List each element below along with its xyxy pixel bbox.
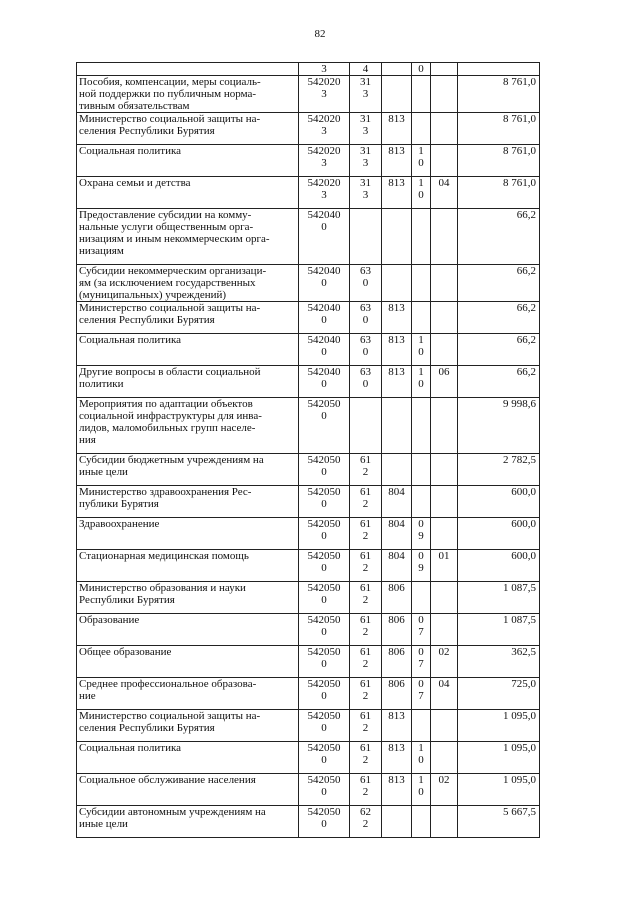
row-name-cell: Стационарная медицинская помощь bbox=[77, 550, 299, 582]
row-expense-type-cell bbox=[350, 209, 382, 265]
row-expense-type-cell: 63 0 bbox=[350, 366, 382, 398]
row-expense-type-cell: 61 2 bbox=[350, 614, 382, 646]
table-row bbox=[77, 302, 540, 334]
row-expense-type-cell bbox=[350, 398, 382, 454]
row-name-cell: Пособия, компенсации, меры социаль- ной поддержки по публичным норма- тивным обязательствам bbox=[77, 76, 299, 113]
table-row bbox=[77, 145, 540, 177]
row-target-code-cell: 542040 0 bbox=[299, 366, 350, 398]
table-row bbox=[77, 742, 540, 774]
row-ministry-code-cell: 806 bbox=[382, 646, 412, 678]
row-subsection-cell: 04 bbox=[431, 177, 458, 209]
row-target-code-cell: 542040 0 bbox=[299, 334, 350, 366]
row-subsection-cell bbox=[431, 113, 458, 145]
row-target-code-cell: 542020 3 bbox=[299, 145, 350, 177]
row-target-code-cell: 542020 3 bbox=[299, 113, 350, 145]
row-name-cell: Министерство социальной защиты на- селения Республики Бурятия bbox=[77, 302, 299, 334]
row-subsection-cell: 06 bbox=[431, 366, 458, 398]
row-section-cell: 1 0 bbox=[412, 742, 431, 774]
row-section-cell: 0 9 bbox=[412, 550, 431, 582]
row-name-cell: Образование bbox=[77, 614, 299, 646]
row-subsection-cell bbox=[431, 265, 458, 302]
row-section-cell: 0 7 bbox=[412, 646, 431, 678]
row-ministry-code-cell: 813 bbox=[382, 742, 412, 774]
header-code-cell: 3 bbox=[299, 63, 350, 76]
row-ministry-code-cell: 806 bbox=[382, 614, 412, 646]
row-ministry-code-cell: 813 bbox=[382, 302, 412, 334]
row-amount-cell: 66,2 bbox=[458, 334, 540, 366]
table-row bbox=[77, 113, 540, 145]
table-row bbox=[77, 710, 540, 742]
row-ministry-code-cell bbox=[382, 806, 412, 838]
table-row bbox=[77, 646, 540, 678]
row-ministry-code-cell bbox=[382, 76, 412, 113]
table-row bbox=[77, 76, 540, 113]
row-subsection-cell: 02 bbox=[431, 774, 458, 806]
row-section-cell bbox=[412, 398, 431, 454]
row-section-cell: 0 7 bbox=[412, 678, 431, 710]
row-expense-type-cell: 63 0 bbox=[350, 302, 382, 334]
row-section-cell: 0 7 bbox=[412, 614, 431, 646]
table-row bbox=[77, 582, 540, 614]
row-expense-type-cell: 61 2 bbox=[350, 774, 382, 806]
row-target-code-cell: 542020 3 bbox=[299, 76, 350, 113]
row-expense-type-cell: 31 3 bbox=[350, 177, 382, 209]
row-ministry-code-cell: 804 bbox=[382, 518, 412, 550]
row-expense-type-cell: 61 2 bbox=[350, 710, 382, 742]
row-ministry-code-cell: 804 bbox=[382, 486, 412, 518]
row-name-cell: Охрана семьи и детства bbox=[77, 177, 299, 209]
header-pr-cell: 0 bbox=[412, 63, 431, 76]
row-ministry-code-cell: 806 bbox=[382, 582, 412, 614]
row-expense-type-cell: 61 2 bbox=[350, 454, 382, 486]
table-row bbox=[77, 209, 540, 265]
row-section-cell: 1 0 bbox=[412, 774, 431, 806]
row-ministry-code-cell: 813 bbox=[382, 710, 412, 742]
table-row bbox=[77, 774, 540, 806]
table-row bbox=[77, 334, 540, 366]
row-amount-cell: 2 782,5 bbox=[458, 454, 540, 486]
row-expense-type-cell: 61 2 bbox=[350, 486, 382, 518]
row-target-code-cell: 542050 0 bbox=[299, 454, 350, 486]
row-ministry-code-cell: 813 bbox=[382, 113, 412, 145]
row-amount-cell: 66,2 bbox=[458, 366, 540, 398]
row-section-cell bbox=[412, 76, 431, 113]
header-csr-cell bbox=[431, 63, 458, 76]
row-section-cell: 1 0 bbox=[412, 334, 431, 366]
row-amount-cell: 1 095,0 bbox=[458, 742, 540, 774]
row-subsection-cell bbox=[431, 806, 458, 838]
row-amount-cell: 362,5 bbox=[458, 646, 540, 678]
row-subsection-cell bbox=[431, 518, 458, 550]
row-amount-cell: 8 761,0 bbox=[458, 177, 540, 209]
row-name-cell: Предоставление субсидии на комму- нальные услуги общественным орга- низациям и иным некоммерческим орга- низациям bbox=[77, 209, 299, 265]
row-section-cell: 1 0 bbox=[412, 366, 431, 398]
row-expense-type-cell: 61 2 bbox=[350, 582, 382, 614]
row-section-cell bbox=[412, 302, 431, 334]
page-number: 82 bbox=[314, 28, 326, 40]
row-amount-cell: 725,0 bbox=[458, 678, 540, 710]
row-amount-cell: 600,0 bbox=[458, 486, 540, 518]
row-section-cell: 0 9 bbox=[412, 518, 431, 550]
row-target-code-cell: 542050 0 bbox=[299, 550, 350, 582]
header-grbs-cell bbox=[382, 63, 412, 76]
row-subsection-cell: 04 bbox=[431, 678, 458, 710]
row-expense-type-cell: 31 3 bbox=[350, 76, 382, 113]
row-amount-cell: 66,2 bbox=[458, 209, 540, 265]
row-name-cell: Социальная политика bbox=[77, 145, 299, 177]
row-target-code-cell: 542050 0 bbox=[299, 646, 350, 678]
row-name-cell: Другие вопросы в области социальной политики bbox=[77, 366, 299, 398]
row-target-code-cell: 542040 0 bbox=[299, 209, 350, 265]
row-amount-cell: 5 667,5 bbox=[458, 806, 540, 838]
row-expense-type-cell: 61 2 bbox=[350, 550, 382, 582]
row-subsection-cell bbox=[431, 582, 458, 614]
row-expense-type-cell: 31 3 bbox=[350, 145, 382, 177]
row-section-cell bbox=[412, 486, 431, 518]
row-amount-cell: 600,0 bbox=[458, 518, 540, 550]
row-name-cell: Социальная политика bbox=[77, 742, 299, 774]
row-amount-cell: 1 087,5 bbox=[458, 582, 540, 614]
row-amount-cell: 1 087,5 bbox=[458, 614, 540, 646]
row-section-cell bbox=[412, 710, 431, 742]
row-subsection-cell bbox=[431, 398, 458, 454]
row-expense-type-cell: 61 2 bbox=[350, 678, 382, 710]
row-ministry-code-cell: 813 bbox=[382, 334, 412, 366]
row-target-code-cell: 542050 0 bbox=[299, 742, 350, 774]
row-section-cell bbox=[412, 113, 431, 145]
table-row bbox=[77, 177, 540, 209]
row-name-cell: Общее образование bbox=[77, 646, 299, 678]
row-amount-cell: 1 095,0 bbox=[458, 774, 540, 806]
row-target-code-cell: 542050 0 bbox=[299, 806, 350, 838]
table-row bbox=[77, 398, 540, 454]
row-subsection-cell bbox=[431, 454, 458, 486]
row-amount-cell: 66,2 bbox=[458, 302, 540, 334]
row-ministry-code-cell: 804 bbox=[382, 550, 412, 582]
column-number-header bbox=[77, 63, 540, 76]
row-section-cell bbox=[412, 454, 431, 486]
row-expense-type-cell: 61 2 bbox=[350, 518, 382, 550]
row-name-cell: Министерство социальной защиты на- селения Республики Бурятия bbox=[77, 710, 299, 742]
row-target-code-cell: 542050 0 bbox=[299, 774, 350, 806]
row-ministry-code-cell bbox=[382, 265, 412, 302]
row-subsection-cell bbox=[431, 76, 458, 113]
row-name-cell: Субсидии некоммерческим организаци- ям (за исключением государственных (муниципальных) учреждений) bbox=[77, 265, 299, 302]
row-target-code-cell: 542050 0 bbox=[299, 582, 350, 614]
row-name-cell: Министерство социальной защиты на- селения Республики Бурятия bbox=[77, 113, 299, 145]
row-name-cell: Субсидии автономным учреждениям на иные цели bbox=[77, 806, 299, 838]
row-subsection-cell bbox=[431, 710, 458, 742]
table-row bbox=[77, 678, 540, 710]
header-sum-cell bbox=[458, 63, 540, 76]
row-section-cell bbox=[412, 582, 431, 614]
row-section-cell bbox=[412, 209, 431, 265]
table-row bbox=[77, 518, 540, 550]
row-target-code-cell: 542020 3 bbox=[299, 177, 350, 209]
row-target-code-cell: 542050 0 bbox=[299, 710, 350, 742]
row-expense-type-cell: 31 3 bbox=[350, 113, 382, 145]
row-amount-cell: 66,2 bbox=[458, 265, 540, 302]
row-section-cell bbox=[412, 265, 431, 302]
header-vr-cell: 4 bbox=[350, 63, 382, 76]
row-target-code-cell: 542050 0 bbox=[299, 518, 350, 550]
row-name-cell: Социальное обслуживание населения bbox=[77, 774, 299, 806]
row-target-code-cell: 542040 0 bbox=[299, 265, 350, 302]
table-row bbox=[77, 265, 540, 302]
row-expense-type-cell: 62 2 bbox=[350, 806, 382, 838]
row-subsection-cell bbox=[431, 742, 458, 774]
row-amount-cell: 8 761,0 bbox=[458, 76, 540, 113]
row-target-code-cell: 542040 0 bbox=[299, 302, 350, 334]
row-ministry-code-cell: 813 bbox=[382, 774, 412, 806]
row-ministry-code-cell: 813 bbox=[382, 177, 412, 209]
row-name-cell: Министерство образования и науки Республики Бурятия bbox=[77, 582, 299, 614]
row-ministry-code-cell: 813 bbox=[382, 366, 412, 398]
header-name-cell bbox=[77, 63, 299, 76]
row-amount-cell: 9 998,6 bbox=[458, 398, 540, 454]
row-name-cell: Мероприятия по адаптации объектов социальной инфраструктуры для инва- лидов, маломобильных групп населе- ния bbox=[77, 398, 299, 454]
table-row bbox=[77, 486, 540, 518]
row-amount-cell: 8 761,0 bbox=[458, 145, 540, 177]
table-row bbox=[77, 614, 540, 646]
budget-table bbox=[76, 62, 540, 838]
table-row bbox=[77, 806, 540, 838]
row-ministry-code-cell: 813 bbox=[382, 145, 412, 177]
row-subsection-cell bbox=[431, 486, 458, 518]
row-expense-type-cell: 61 2 bbox=[350, 646, 382, 678]
row-ministry-code-cell: 806 bbox=[382, 678, 412, 710]
row-subsection-cell: 02 bbox=[431, 646, 458, 678]
row-amount-cell: 8 761,0 bbox=[458, 113, 540, 145]
row-ministry-code-cell bbox=[382, 454, 412, 486]
row-ministry-code-cell bbox=[382, 398, 412, 454]
row-name-cell: Субсидии бюджетным учреждениям на иные цели bbox=[77, 454, 299, 486]
row-ministry-code-cell bbox=[382, 209, 412, 265]
row-name-cell: Министерство здравоохранения Рес- публики Бурятия bbox=[77, 486, 299, 518]
row-amount-cell: 1 095,0 bbox=[458, 710, 540, 742]
row-section-cell: 1 0 bbox=[412, 177, 431, 209]
row-expense-type-cell: 63 0 bbox=[350, 334, 382, 366]
row-subsection-cell bbox=[431, 302, 458, 334]
table-row bbox=[77, 366, 540, 398]
row-section-cell: 1 0 bbox=[412, 145, 431, 177]
row-subsection-cell bbox=[431, 209, 458, 265]
row-subsection-cell bbox=[431, 145, 458, 177]
table-row bbox=[77, 454, 540, 486]
row-subsection-cell bbox=[431, 614, 458, 646]
row-name-cell: Социальная политика bbox=[77, 334, 299, 366]
row-expense-type-cell: 61 2 bbox=[350, 742, 382, 774]
row-expense-type-cell: 63 0 bbox=[350, 265, 382, 302]
table-row bbox=[77, 550, 540, 582]
row-name-cell: Здравоохранение bbox=[77, 518, 299, 550]
row-subsection-cell: 01 bbox=[431, 550, 458, 582]
row-name-cell: Среднее профессиональное образова- ние bbox=[77, 678, 299, 710]
row-target-code-cell: 542050 0 bbox=[299, 678, 350, 710]
row-amount-cell: 600,0 bbox=[458, 550, 540, 582]
row-target-code-cell: 542050 0 bbox=[299, 398, 350, 454]
row-subsection-cell bbox=[431, 334, 458, 366]
row-target-code-cell: 542050 0 bbox=[299, 614, 350, 646]
row-target-code-cell: 542050 0 bbox=[299, 486, 350, 518]
row-section-cell bbox=[412, 806, 431, 838]
